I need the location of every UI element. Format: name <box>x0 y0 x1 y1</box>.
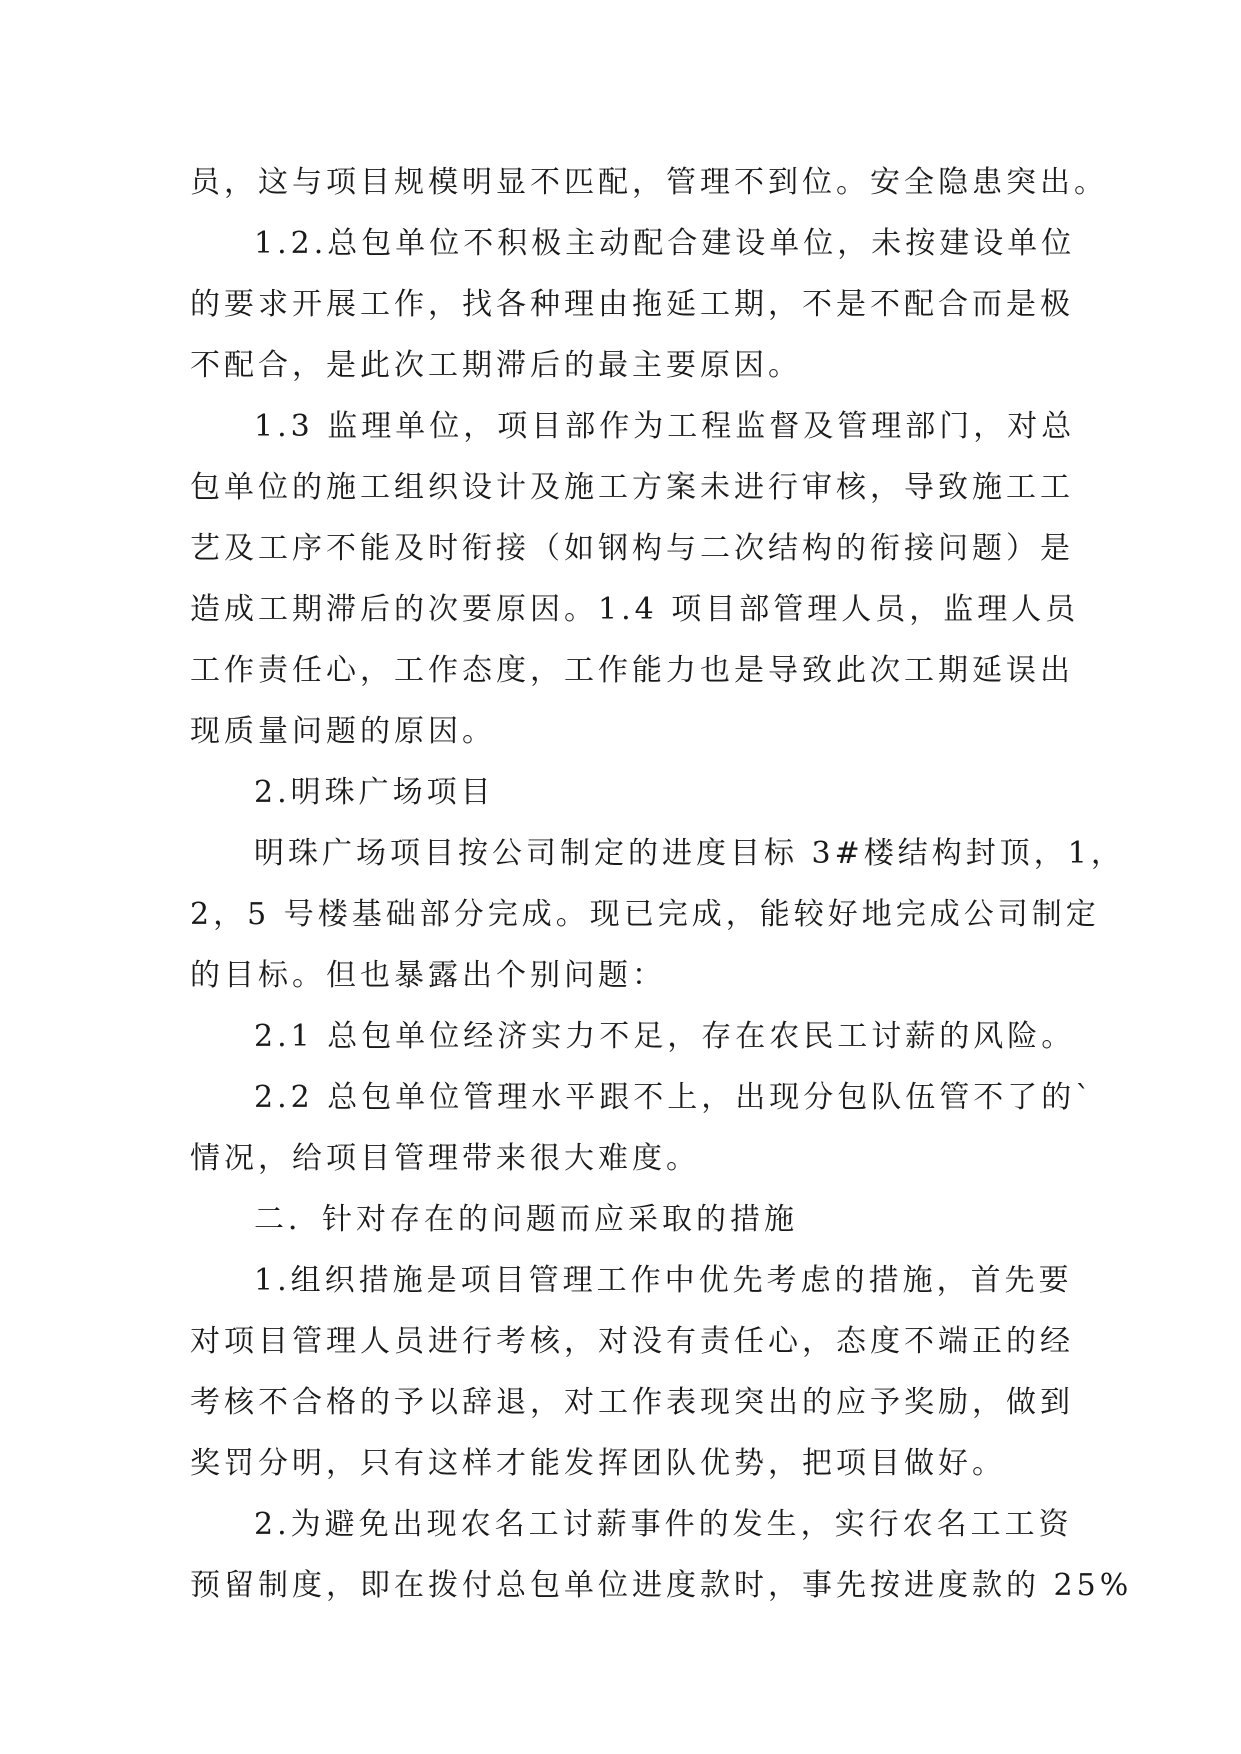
text-line: 1.2.总包单位不积极主动配合建设单位，未按建设单位 <box>254 226 1076 261</box>
text-line: 员，这与项目规模明显不匹配，管理不到位。安全隐患突出。 <box>190 165 1108 200</box>
text-line: 包单位的施工组织设计及施工方案未进行审核，导致施工工 <box>190 470 1074 505</box>
text-line: 的目标。但也暴露出个别问题： <box>190 958 666 993</box>
text-line: 艺及工序不能及时衔接（如钢构与二次结构的衔接问题）是 <box>190 531 1074 566</box>
text-line: 现质量问题的原因。 <box>190 714 496 749</box>
text-line: 不配合，是此次工期滞后的最主要原因。 <box>190 348 802 383</box>
text-line: 1.组织措施是项目管理工作中优先考虑的措施，首先要 <box>254 1263 1073 1298</box>
text-line: 情况，给项目管理带来很大难度。 <box>190 1141 700 1176</box>
text-line: 造成工期滞后的次要原因。1.4 项目部管理人员，监理人员 <box>190 592 1080 627</box>
text-line: 的要求开展工作，找各种理由拖延工期，不是不配合而是极 <box>190 287 1074 322</box>
text-line: 2.1 总包单位经济实力不足，存在农民工讨薪的风险。 <box>254 1019 1076 1054</box>
text-line: 对项目管理人员进行考核，对没有责任心，态度不端正的经 <box>190 1324 1074 1359</box>
text-line: 2.2 总包单位管理水平跟不上，出现分包队伍管不了的` <box>254 1080 1095 1115</box>
text-line: 考核不合格的予以辞退，对工作表现突出的应予奖励，做到 <box>190 1385 1074 1420</box>
text-line: 1.3 监理单位，项目部作为工程监督及管理部门，对总 <box>254 409 1076 444</box>
text-line: 工作责任心，工作态度，工作能力也是导致此次工期延误出 <box>190 653 1074 688</box>
text-line: 奖罚分明，只有这样才能发挥团队优势，把项目做好。 <box>190 1446 1006 1481</box>
text-line: 2，5 号楼基础部分完成。现已完成，能较好地完成公司制定 <box>190 897 1100 932</box>
text-line: 预留制度，即在拨付总包单位进度款时，事先按进度款的 25% <box>190 1568 1133 1603</box>
text-line: 2.为避免出现农名工讨薪事件的发生，实行农名工工资 <box>254 1507 1073 1542</box>
text-line: 明珠广场项目按公司制定的进度目标 3#楼结构封顶，1， <box>254 836 1125 871</box>
section-heading: 2.明珠广场项目 <box>254 775 495 810</box>
section-heading: 二．针对存在的问题而应采取的措施 <box>254 1202 798 1237</box>
